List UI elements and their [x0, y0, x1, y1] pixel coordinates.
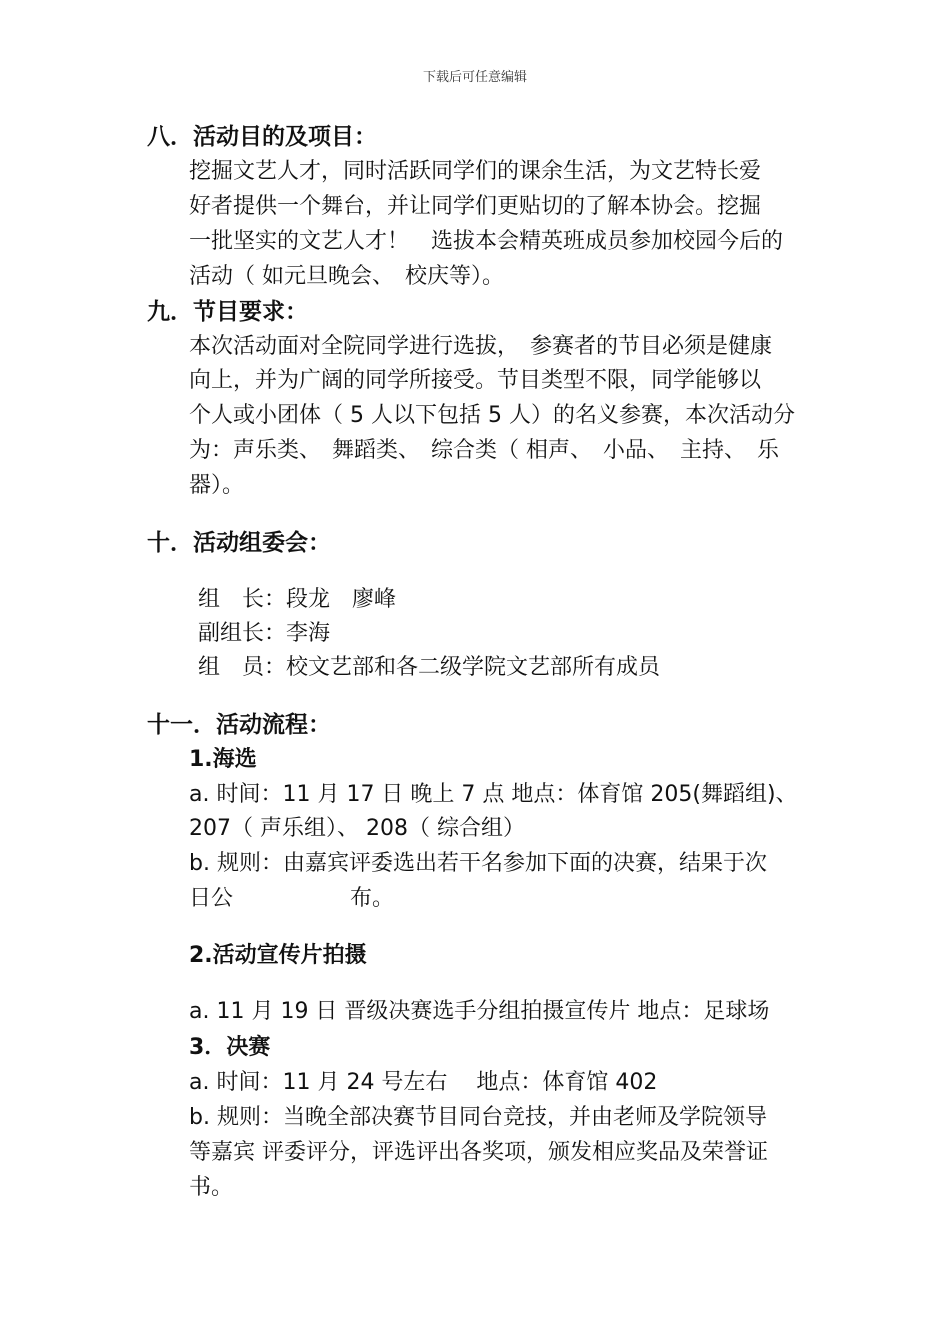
section-8-heading: 八．活动目的及项目： [147, 124, 377, 150]
part-3-line: b. 规则：当晚全部决赛节目同台竞技，并由老师及学院领导 [189, 1105, 767, 1130]
section-8-line: 挖掘文艺人才，同时活跃同学们的课余生活，为文艺特长爱 [189, 159, 762, 184]
part-1-line: 207（ 声乐组）、 208（ 综合组） [189, 816, 525, 841]
section-9-line: 个人或小团体（ 5 人以下包括 5 人）的名义参赛，本次活动分 [189, 403, 795, 428]
part-3-line: a. 时间：11 月 24 号左右 地点：体育馆 402 [189, 1070, 658, 1095]
committee-role: 组 员： [198, 655, 287, 680]
section-9-heading: 九．节目要求： [147, 299, 308, 325]
section-9-line: 为：声乐类、 舞蹈类、 综合类（ 相声、 小品、 主持、 乐 [189, 438, 779, 463]
section-9-line: 向上，并为广阔的同学所接受。节目类型不限，同学能够以 [189, 368, 762, 393]
section-9-line: 器）。 [189, 473, 245, 498]
section-8-line: 一批坚实的文艺人才！ 选拔本会精英班成员参加校园今后的 [189, 229, 784, 254]
part-2-line: a. 11 月 19 日 晋级决赛选手分组拍摄宣传片 地点：足球场 [189, 999, 770, 1024]
section-8-line: 好者提供一个舞台，并让同学们更贴切的了解本协会。挖掘 [189, 194, 762, 219]
committee-row [198, 583, 396, 617]
part-3-line: 等嘉宾 评委评分，评选评出各奖项，颁发相应奖品及荣誉证 [189, 1140, 768, 1165]
committee-member: 段龙 廖峰 [286, 587, 397, 612]
part-1-line: a. 时间：11 月 17 日 晚上 7 点 地点：体育馆 205(舞蹈组)、 [189, 782, 798, 807]
part-1-line: b. 规则：由嘉宾评委选出若干名参加下面的决赛，结果于次 [189, 851, 767, 876]
part-1-title: 1.海选 [189, 747, 257, 772]
committee-member: 校文艺部和各二级学院文艺部所有成员 [286, 655, 661, 680]
committee-role: 组 长： [198, 587, 287, 612]
section-9-line: 本次活动面对全院同学进行选拔， 参赛者的节目必须是健康 [189, 334, 773, 359]
committee-row [198, 651, 660, 685]
committee-role: 副组长： [198, 621, 287, 646]
committee-member: 李海 [286, 621, 331, 646]
part-3-line: 书。 [189, 1175, 234, 1200]
part-1-line: 日公 布。 [189, 886, 394, 911]
section-10-heading: 十．活动组委会： [147, 530, 331, 556]
section-11-heading: 十一．活动流程： [147, 712, 331, 738]
section-8-line: 活动（ 如元旦晚会、 校庆等）。 [189, 264, 504, 289]
committee-row [198, 617, 330, 651]
header-note: 下载后可任意编辑 [422, 70, 527, 85]
part-3-title: 3．决赛 [189, 1035, 271, 1060]
part-2-title: 2.活动宣传片拍摄 [189, 943, 367, 968]
